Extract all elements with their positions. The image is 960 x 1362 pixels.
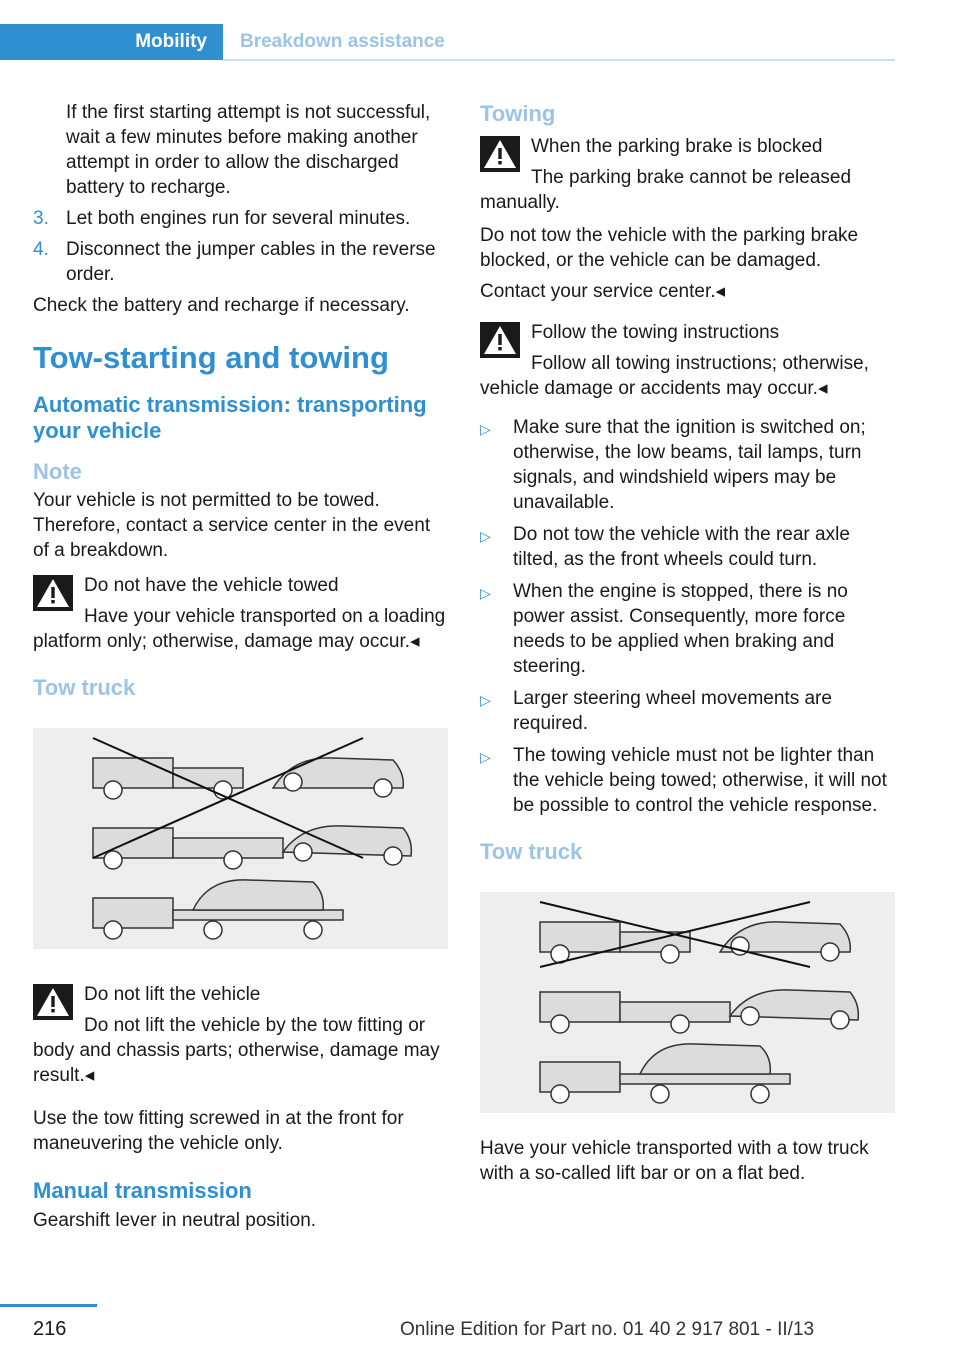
warning-block: [33, 982, 448, 1088]
step-text: Disconnect the jumper cables in the reverse order.: [66, 239, 436, 285]
bullet-list: [480, 415, 895, 818]
warning-block: [33, 573, 448, 654]
step-text: Let both engines run for several minutes.: [66, 208, 411, 229]
tow-truck-heading: Tow truck: [33, 675, 136, 700]
warning-title: Follow the towing instructions: [531, 322, 780, 343]
bullet-triangle-icon: ▷: [480, 421, 491, 437]
list-item: [480, 579, 895, 679]
transport-text: Have your vehicle transported with a tow truck with a so-called lift bar or on a flat bed.: [480, 1138, 869, 1184]
warning-block: [480, 134, 895, 215]
list-item: [480, 522, 895, 572]
tow-truck-illustration: [480, 892, 895, 1113]
warning-body: Have your vehicle transported on a loading platform only; otherwise, damage may occur.◂: [33, 606, 446, 652]
warning-body: Do not lift the vehicle by the tow fitting or body and chassis parts; otherwise, damage may result.◂: [33, 1015, 440, 1086]
list-item: [480, 415, 895, 515]
note-heading: Note: [33, 459, 82, 484]
step-number: 3.: [33, 208, 49, 229]
bullet-triangle-icon: ▷: [480, 692, 491, 708]
footer-rule: [0, 1304, 97, 1307]
bullet-triangle-icon: ▷: [480, 528, 491, 544]
bullet-triangle-icon: ▷: [480, 585, 491, 601]
warning-icon: [33, 984, 73, 1020]
list-item: [33, 206, 448, 231]
towing-heading: Towing: [480, 101, 556, 126]
page-header: [0, 24, 895, 62]
bullet-text: The towing vehicle must not be lighter than the vehicle being towed; otherwise, it will not be possible to control the vehicle response.: [513, 745, 887, 816]
note-text: Your vehicle is not permitted to be towed. Therefore, contact a service center in the event of a breakdown.: [33, 490, 431, 561]
warning-icon: [480, 136, 520, 172]
left-column: [33, 100, 448, 1239]
auto-transmission-heading: Automatic transmission: transporting your vehicle: [33, 392, 427, 443]
warning-icon: [33, 575, 73, 611]
manual-transmission-heading: Manual transmission: [33, 1178, 252, 1203]
contact-text: Contact your service center.◂: [480, 281, 726, 302]
bullet-text: Do not tow the vehicle with the rear axle tilted, as the front wheels could turn.: [513, 524, 850, 570]
step-number: 4.: [33, 239, 49, 260]
warning-block: [480, 320, 895, 401]
header-rule: [223, 59, 895, 61]
edition-text: Online Edition for Part no. 01 40 2 917 801 - II/13: [400, 1319, 815, 1340]
manual-text: Gearshift lever in neutral position.: [33, 1210, 317, 1231]
tow-truck-illustration: [33, 728, 448, 949]
tow-truck-heading: Tow truck: [480, 839, 583, 864]
list-item: [33, 237, 448, 287]
warning-body: Follow all towing instructions; otherwise, vehicle damage or accidents may occur.◂: [480, 353, 869, 399]
bullet-triangle-icon: ▷: [480, 749, 491, 765]
breadcrumb: Breakdown assistance: [240, 31, 445, 52]
list-item: [480, 686, 895, 736]
list-item: [480, 743, 895, 818]
check-text: Check the battery and recharge if necessary.: [33, 295, 410, 316]
warning-icon: [480, 322, 520, 358]
warning-body: The parking brake cannot be released manually.: [480, 167, 852, 213]
page-number: 216: [33, 1318, 67, 1340]
warning-title: Do not lift the vehicle: [84, 984, 261, 1005]
page-title: Tow-starting and towing: [33, 340, 389, 375]
brake-text: Do not tow the vehicle with the parking brake blocked, or the vehicle can be damaged.: [480, 225, 859, 271]
bullet-text: Make sure that the ignition is switched on; otherwise, the low beams, tail lamps, turn signals, and windshield wipers may be unavailable.: [513, 417, 866, 513]
bullet-text: When the engine is stopped, there is no power assist. Consequently, more force needs to be applied when braking and steering.: [513, 581, 848, 677]
warning-title: When the parking brake is blocked: [531, 136, 823, 157]
tow-fitting-text: Use the tow fitting screwed in at the front for maneuvering the vehicle only.: [33, 1108, 404, 1154]
section-tab: Mobility: [0, 24, 223, 60]
warning-title: Do not have the vehicle towed: [84, 575, 339, 596]
intro-text: If the first starting attempt is not successful, wait a few minutes before making another attempt in order to allow the discharged battery to recharge.: [66, 102, 431, 198]
bullet-text: Larger steering wheel movements are required.: [513, 688, 832, 734]
right-column: [480, 100, 895, 1192]
